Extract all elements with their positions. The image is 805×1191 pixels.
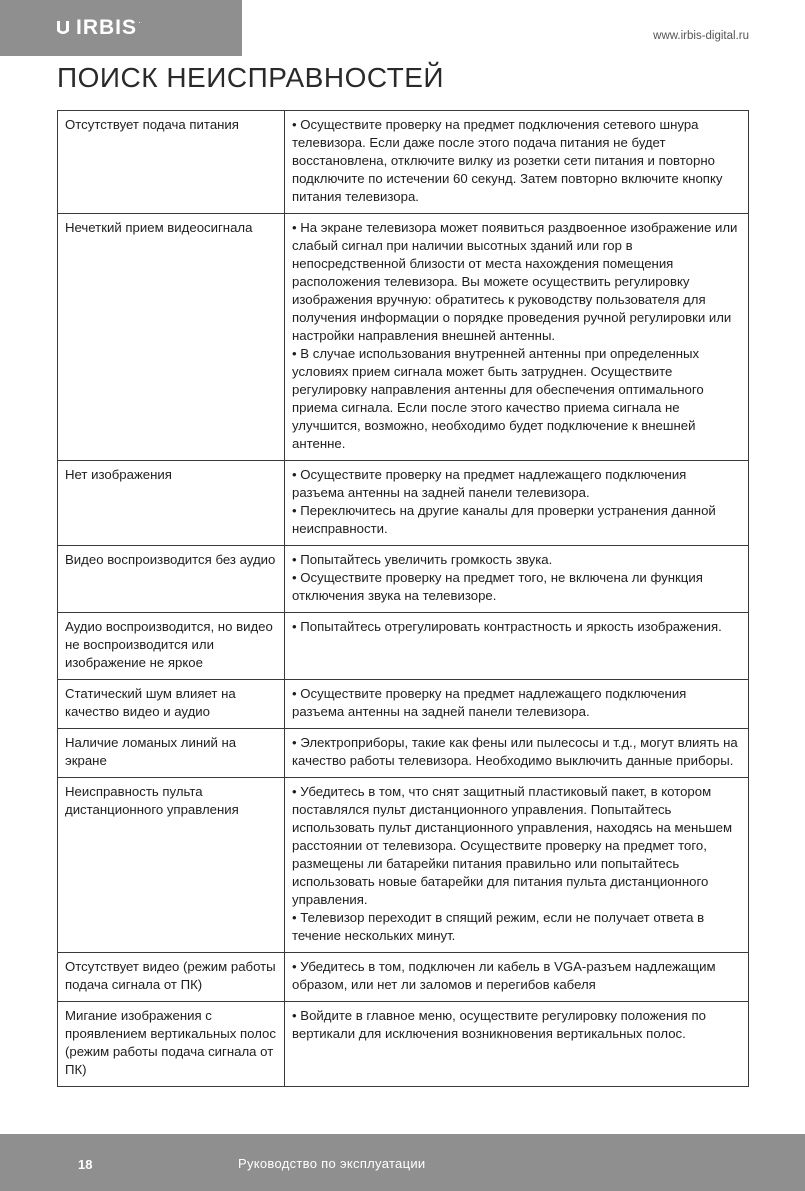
problem-cell: Отсутствует видео (режим работы подача сигнала от ПК)	[58, 953, 285, 1002]
solution-cell	[285, 1002, 749, 1087]
solution-text: • В случае использования внутренней антенны при определенных условиях прием сигнала может быть затруднен. Осуществите регулировку направления антенны для обеспечения оптимального приема сигнала. Если после этого качество приема сигнала не улучшится, возможно, необходимо будет подключение к внешней антенне.	[292, 346, 704, 451]
page-footer	[0, 1134, 805, 1191]
solution-text: • Осуществите проверку на предмет подключения сетевого шнура телевизора. Если даже после этого подача питания не будет восстановлена, отключите вилку из розетки сети питания и повторно подключите по истечении 60 секунд. Затем повторно включите кнопку питания телевизора.	[292, 117, 723, 204]
troubleshooting-table-body	[58, 111, 749, 1087]
solution-text: • Осуществите проверку на предмет надлежащего подключения разъема антенны на задней панели телевизора.	[292, 467, 687, 500]
table-row	[58, 680, 749, 729]
solution-text: • Попытайтесь отрегулировать контрастность и яркость изображения.	[292, 619, 722, 634]
irbis-logo-icon	[56, 20, 70, 36]
solution-cell	[285, 214, 749, 461]
page-title: ПОИСК НЕИСПРАВНОСТЕЙ	[57, 62, 445, 93]
brand-logo	[0, 0, 242, 56]
problem-cell: Аудио воспроизводится, но видео не воспроизводится или изображение не яркое	[58, 613, 285, 680]
footer-title: Руководство по эксплуатации	[238, 1156, 426, 1171]
solution-text: • На экране телевизора может появиться раздвоенное изображение или слабый сигнал при наличии высотных зданий или гор в непосредственной близости от места нахождения помещения расположения телевизора. Вы можете осуществить регулировку изображения вручную: обратитесь к руководству пользователя для получения информации о порядке проведения ручной регулировки или настройки направления внешней антенны.	[292, 220, 738, 343]
brand-mark: ·	[138, 17, 142, 27]
solution-text: • Переключитесь на другие каналы для проверки устранения данной неисправности.	[292, 503, 716, 536]
solution-text: • Войдите в главное меню, осуществите регулировку положения по вертикали для исключения возникновения вертикальных полос.	[292, 1008, 706, 1041]
solution-cell	[285, 778, 749, 953]
solution-text: • Телевизор переходит в спящий режим, если не получает ответа в течение нескольких минут.	[292, 910, 705, 943]
troubleshooting-table	[57, 110, 749, 1087]
solution-text: • Осуществите проверку на предмет того, не включена ли функция отключения звука на телевизоре.	[292, 570, 703, 603]
table-row	[58, 111, 749, 214]
solution-cell	[285, 680, 749, 729]
problem-cell: Неисправность пульта дистанционного управления	[58, 778, 285, 953]
table-row	[58, 729, 749, 778]
page-number: 18	[78, 1157, 93, 1172]
table-row	[58, 214, 749, 461]
table-row	[58, 613, 749, 680]
solution-text: • Убедитесь в том, что снят защитный пластиковый пакет, в котором поставлялся пульт дистанционного управления. Попытайтесь использовать пульт дистанционного управления, находясь на меньшем расстоянии от телевизора. Осуществите проверку на предмет того, размещены ли батарейки питания правильно или попытайтесь использовать новые батарейки для питания пульта дистанционного управления.	[292, 784, 733, 907]
solution-cell	[285, 953, 749, 1002]
solution-text: • Электроприборы, такие как фены или пылесосы и т.д., могут влиять на качество работы телевизора. Необходимо выключить данные приборы.	[292, 735, 738, 768]
table-row	[58, 546, 749, 613]
solution-text: • Осуществите проверку на предмет надлежащего подключения разъема антенны на задней панели телевизора.	[292, 686, 687, 719]
table-row	[58, 953, 749, 1002]
table-row	[58, 778, 749, 953]
problem-cell: Статический шум влияет на качество видео и аудио	[58, 680, 285, 729]
solution-cell	[285, 461, 749, 546]
problem-cell: Нет изображения	[58, 461, 285, 546]
solution-cell	[285, 111, 749, 214]
solution-cell	[285, 613, 749, 680]
problem-cell: Мигание изображения с проявлением вертикальных полос (режим работы подача сигнала от ПК)	[58, 1002, 285, 1087]
table-row	[58, 1002, 749, 1087]
solution-text: • Попытайтесь увеличить громкость звука.	[292, 552, 553, 567]
solution-cell	[285, 729, 749, 778]
problem-cell: Нечеткий прием видеосигнала	[58, 214, 285, 461]
solution-cell	[285, 546, 749, 613]
site-url[interactable]: www.irbis-digital.ru	[653, 30, 749, 42]
problem-cell: Видео воспроизводится без аудио	[58, 546, 285, 613]
problem-cell: Отсутствует подача питания	[58, 111, 285, 214]
table-row	[58, 461, 749, 546]
problem-cell: Наличие ломаных линий на экране	[58, 729, 285, 778]
brand-name: IRBIS	[76, 16, 138, 39]
solution-text: • Убедитесь в том, подключен ли кабель в VGA-разъем надлежащим образом, или нет ли заломов и перегибов кабеля	[292, 959, 716, 992]
